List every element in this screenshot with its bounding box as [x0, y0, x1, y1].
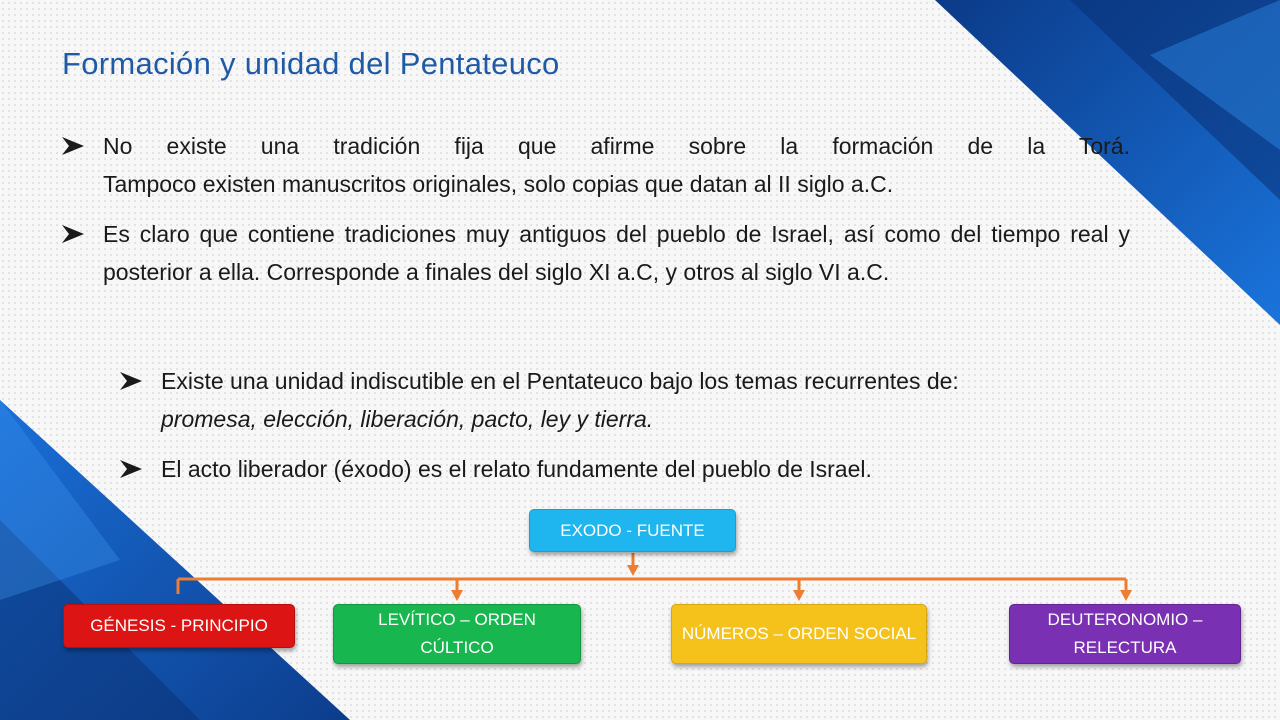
arrowhead-bullet-icon: [120, 372, 142, 390]
arrowhead-bullet-icon: [120, 460, 142, 478]
bullet-tradicion-line2: Tampoco existen manuscritos originales, solo copias que datan al II siglo a.C.: [103, 171, 894, 197]
bullet-tradiciones-antiguas-text: Es claro que contiene tradiciones muy antiguos del pueblo de Israel, así como del tiempo real y posterior a ella. Corresponde a finales del siglo XI a.C, y otros al siglo VI a.C.: [103, 221, 1130, 285]
bullet-tradicion: [62, 127, 1130, 203]
bullet-tradiciones-antiguas: [62, 215, 1130, 291]
arrowhead-bullet-icon: [62, 137, 84, 155]
diagram-box-genesis: GÉNESIS - PRINCIPIO: [63, 604, 295, 648]
arrowhead-bullet-icon: [62, 225, 84, 243]
diagram-box-levitico: LEVÍTICO – ORDEN CÚLTICO: [333, 604, 581, 664]
bullet-acto-liberador: [120, 450, 1200, 488]
bullet-acto-liberador-text: El acto liberador (éxodo) es el relato fundamente del pueblo de Israel.: [161, 456, 872, 482]
bullet-unidad-temas: promesa, elección, liberación, pacto, ley y tierra.: [161, 406, 654, 432]
slide-title: Formación y unidad del Pentateuco: [62, 46, 560, 81]
diagram-box-exodo-fuente: EXODO - FUENTE: [529, 509, 736, 552]
diagram-box-deuteronomio: DEUTERONOMIO – RELECTURA: [1009, 604, 1241, 664]
bullet-unidad-text: Existe una unidad indiscutible en el Pentateuco bajo los temas recurrentes de:: [161, 368, 959, 394]
diagram-box-numeros: NÚMEROS – ORDEN SOCIAL: [671, 604, 927, 664]
bullet-tradicion-line1: No existe una tradición fija que afirme sobre la formación de la Torá.: [103, 133, 1130, 159]
bullet-unidad: [120, 362, 1200, 438]
